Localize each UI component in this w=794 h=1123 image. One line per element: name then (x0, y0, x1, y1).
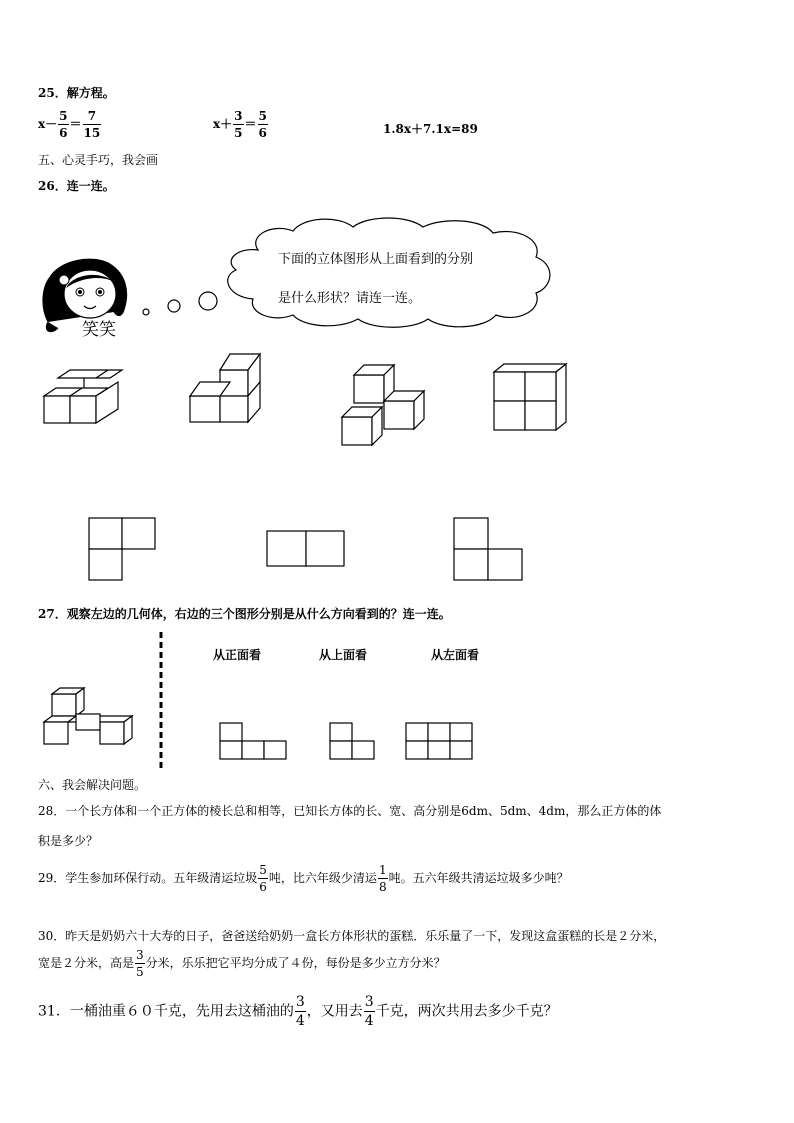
girl-name-label: 笑笑 (82, 320, 116, 340)
thought-dots (135, 285, 225, 325)
q29-text (38, 864, 569, 893)
section-6-heading: 六、我会解决问题。 (38, 778, 147, 792)
eq2-prefix: x＋ (213, 117, 233, 131)
q25-title: 25．解方程。 (38, 86, 115, 100)
q29-part-3: 吨。五六年级共清运垃圾多少吨？ (388, 871, 569, 885)
q27-solid-figure (42, 688, 142, 746)
eq2-f1-den: 5 (234, 126, 243, 140)
q31-fraction-1 (295, 995, 306, 1028)
q31-f2-den: 4 (364, 1013, 374, 1029)
q31-f2-num: 3 (364, 994, 374, 1010)
equation-3: 1.8x＋7.1x=89 (383, 122, 478, 136)
q30-part-1: 宽是２分米，高是 (38, 956, 135, 970)
q29-f1-den: 6 (259, 880, 267, 894)
eq1-f1-num: 5 (59, 109, 68, 123)
q29-part-1: 29．学生参加环保行动。五年级清运垃圾 (38, 871, 258, 885)
q28-line-2: 积是多少？ (38, 834, 99, 848)
equation-2 (213, 110, 269, 139)
q31-f1-num: 3 (295, 994, 305, 1010)
q30-f-num: 3 (136, 948, 144, 962)
q30-line-1: 30．昨天是奶奶六十大寿的日子，爸爸送给奶奶一盒长方体形状的蛋糕．乐乐量了一下，发现这盒蛋糕的长是２分米， (38, 929, 666, 943)
top-view-a (88, 517, 158, 582)
q29-part-2: 吨，比六年级少清运 (268, 871, 377, 885)
q29-fraction-2 (378, 864, 388, 893)
eq1-f2-num: 7 (83, 110, 102, 125)
eq1-fraction-left (58, 110, 68, 139)
solid-figure-4 (492, 362, 572, 434)
q31-part-1: 31．一桶油重６０千克，先用去这桶油的 (38, 1003, 294, 1020)
view-shape-2 (329, 722, 377, 762)
q29-f2-num: 1 (378, 863, 387, 877)
q28-line-1: 28．一个长方体和一个正方体的棱长总和相等，已知长方体的长、宽、高分别是6dm、5dm、4dm，那么正方体的体 (38, 804, 662, 818)
view-shape-1 (219, 722, 289, 762)
view-shape-3 (405, 722, 475, 762)
q29-f2-den: 8 (378, 880, 387, 894)
label-left-view: 从左面看 (431, 648, 480, 662)
q26-title: 26．连一连。 (38, 179, 115, 193)
thought-cloud-icon (218, 215, 558, 330)
solid-figure-3 (340, 363, 432, 449)
q29-fraction-1 (258, 864, 268, 893)
eq2-f2-den: 6 (258, 126, 267, 140)
eq1-f2-den: 15 (83, 126, 101, 140)
label-top-view: 从上面看 (319, 648, 368, 662)
dashed-divider (158, 632, 164, 772)
q31-f1-den: 4 (295, 1013, 305, 1029)
q31-fraction-2 (364, 995, 375, 1028)
q27-title: 27．观察左边的几何体，右边的三个图形分别是从什么方向看到的？连一连。 (38, 607, 451, 621)
q30-part-2: 分米，乐乐把它平均分成了４份，每份是多少立方分米？ (145, 956, 446, 970)
top-view-c (453, 517, 525, 582)
eq2-fraction-right (258, 110, 268, 139)
label-front-view: 从正面看 (213, 648, 262, 662)
solid-figure-2 (188, 352, 268, 427)
eq2-f1-num: 3 (234, 109, 243, 123)
eq1-equals: ＝ (69, 117, 82, 131)
eq1-fraction-right (83, 110, 102, 139)
q30-f-den: 5 (136, 965, 144, 979)
q30-fraction (135, 949, 145, 978)
q29-f1-num: 5 (259, 863, 267, 877)
q31-text (38, 995, 558, 1028)
q31-part-3: 千克，两次共用去多少千克？ (375, 1003, 558, 1020)
eq2-fraction-left (233, 110, 243, 139)
eq1-f1-den: 6 (59, 126, 68, 140)
q31-part-2: ，又用去 (306, 1003, 363, 1020)
equation-1 (38, 110, 102, 139)
q30-line-2 (38, 949, 446, 978)
section-5-heading: 五、心灵手巧，我会画 (38, 153, 159, 167)
eq2-equals: ＝ (244, 117, 257, 131)
eq2-f2-num: 5 (258, 109, 267, 123)
bubble-text-line-2: 是什么形状？请连一连。 (278, 291, 422, 306)
eq1-prefix: x－ (38, 117, 58, 131)
bubble-text-line-1: 下面的立体图形从上面看到的分别 (278, 252, 474, 267)
top-view-b (266, 530, 346, 568)
solid-figure-1 (44, 368, 124, 428)
